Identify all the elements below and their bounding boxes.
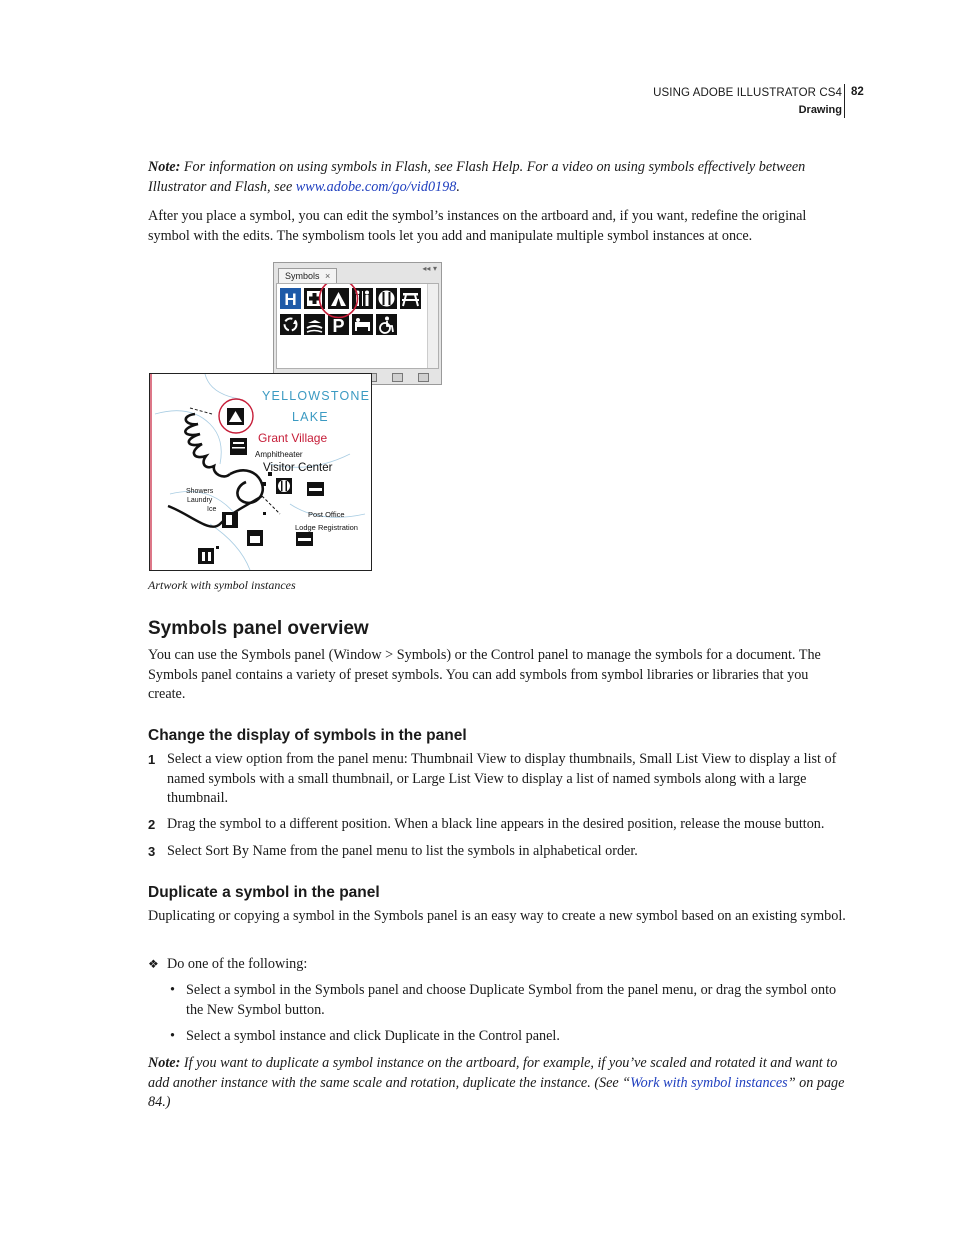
post-office-label: Post Office <box>308 510 345 519</box>
step-text: Select a view option from the panel menu: Thumbnail View to display thumbnails, Small List View to display a list of named symbols with a small thumbnail, or Large List View to display a list of named symbols along with a large thumbnail. <box>167 751 837 807</box>
map-store-icon <box>247 530 263 546</box>
running-header-section: Drawing <box>798 104 842 116</box>
panel-controls[interactable]: ◂◂ ▾ <box>422 264 437 273</box>
grant-village-label: Grant Village <box>258 431 328 445</box>
ice-label: Ice <box>207 506 217 513</box>
visitor-center-label: Visitor Center <box>263 462 333 474</box>
duplicate-title: Duplicate a symbol in the panel <box>148 884 380 901</box>
note-label: Note: <box>148 1055 181 1071</box>
change-display-title: Change the display of symbols in the panel <box>148 727 467 744</box>
step-number: 1 <box>148 752 156 767</box>
map-artwork <box>149 373 372 571</box>
new-symbol-button[interactable] <box>392 373 403 382</box>
hospital-symbol-icon[interactable] <box>280 288 301 309</box>
note-duplicate <box>148 1054 848 1113</box>
picnic-symbol-icon[interactable] <box>400 288 421 309</box>
lake-label-line2: LAKE <box>292 410 329 424</box>
laundry-label: Laundry <box>187 497 213 504</box>
symbols-panel <box>273 262 442 385</box>
step-text: Drag the symbol to a different position. When a black line appears in the desired position, release the mouse button. <box>167 816 825 832</box>
figure-caption: Artwork with symbol instances <box>148 578 296 592</box>
list-item <box>148 981 848 1020</box>
step-text: Select Sort By Name from the panel menu to list the symbols in alphabetical order. <box>167 843 638 859</box>
accessible-symbol-icon[interactable] <box>376 314 397 335</box>
restaurant-symbol-icon[interactable] <box>376 288 397 309</box>
page-number: 82 <box>851 86 864 98</box>
svg-text:P: P <box>332 316 345 336</box>
amphitheater-label: Amphitheater <box>255 450 303 459</box>
map-restroom-icon <box>198 548 214 564</box>
symbols-grid <box>276 283 439 369</box>
lodge-registration-label: Lodge Registration <box>295 523 358 532</box>
note-end: ” on page 84.) <box>148 1074 845 1111</box>
note-end: . <box>456 178 460 195</box>
panel-scrollbar[interactable] <box>427 284 438 368</box>
duplicate-paragraph: Duplicating or copying a symbol in the Symbols panel is an easy way to create a new symbol based on an existing symbol. <box>148 908 846 924</box>
section-paragraph: You can use the Symbols panel (Window > Symbols) or the Control panel to manage the symbols for a document. The Symbols panel contains a variety of preset symbols. You can add symbols from symbol libraries or libraries that you create. <box>148 647 821 703</box>
step-number: 2 <box>148 817 156 832</box>
camping-symbol-icon[interactable] <box>328 288 349 309</box>
map-restaurant-icon <box>276 478 292 494</box>
map-registration-icon <box>296 532 313 546</box>
note-text: If you want to duplicate a symbol instance on the artboard, for example, if you’ve scaled and rotated it and want to add another instance with the same scale and rotation, duplicate the instance. (See “ <box>148 1055 838 1091</box>
note-text: For information on using symbols in Flash, see Flash Help. For a video on using symbols effectively between Illustrator and Flash, see <box>148 159 806 195</box>
map-picnic-icon <box>230 438 247 455</box>
list-item <box>148 1027 848 1047</box>
list-item-text: Select a symbol in the Symbols panel and choose Duplicate Symbol from the panel menu, or drag the symbol onto the New Symbol button. <box>186 982 837 1018</box>
list-item-text: Select a symbol instance and click Duplicate in the Control panel. <box>186 1028 560 1044</box>
lake-label-line1: YELLOWSTONE <box>262 389 371 403</box>
map-lodging-icon <box>307 482 324 496</box>
delete-symbol-button[interactable] <box>418 373 429 382</box>
running-header-title: USING ADOBE ILLUSTRATOR CS4 <box>653 87 842 99</box>
step-number: 3 <box>148 844 156 859</box>
symbols-panel-tab[interactable] <box>278 268 337 284</box>
step-item <box>148 815 848 835</box>
do-one-line <box>148 955 848 975</box>
header-divider <box>844 84 845 118</box>
bullet-icon: • <box>170 982 175 998</box>
intro-paragraph: After you place a symbol, you can edit the symbol’s instances on the artboard and, if you want, redefine the original symbol with the edits. The symbolism tools let you add and manipulate multiple symbol instances at once. <box>148 208 807 244</box>
recycling-symbol-icon[interactable] <box>280 314 301 335</box>
close-icon[interactable]: × <box>325 271 331 281</box>
bullet-icon: • <box>170 1028 175 1044</box>
map-camping-icon <box>227 408 244 425</box>
symbol-instances-link[interactable]: Work with symbol instances <box>630 1074 788 1091</box>
showers-label: Showers <box>186 488 214 495</box>
do-one-text: Do one of the following: <box>167 956 308 972</box>
boat-launch-symbol-icon[interactable] <box>304 314 325 335</box>
section-title: Symbols panel overview <box>148 618 369 639</box>
note-flash <box>148 158 848 197</box>
symbols-tab-label: Symbols <box>285 271 320 281</box>
step-item <box>148 842 848 862</box>
video-link[interactable]: www.adobe.com/go/vid0198 <box>295 178 457 195</box>
diamond-bullet-icon: ❖ <box>148 957 159 971</box>
svg-text:H: H <box>284 290 297 309</box>
map-fuel-icon <box>222 512 238 528</box>
lodging-symbol-icon[interactable] <box>352 314 373 335</box>
step-item <box>148 750 848 809</box>
note-label: Note: <box>148 159 181 175</box>
